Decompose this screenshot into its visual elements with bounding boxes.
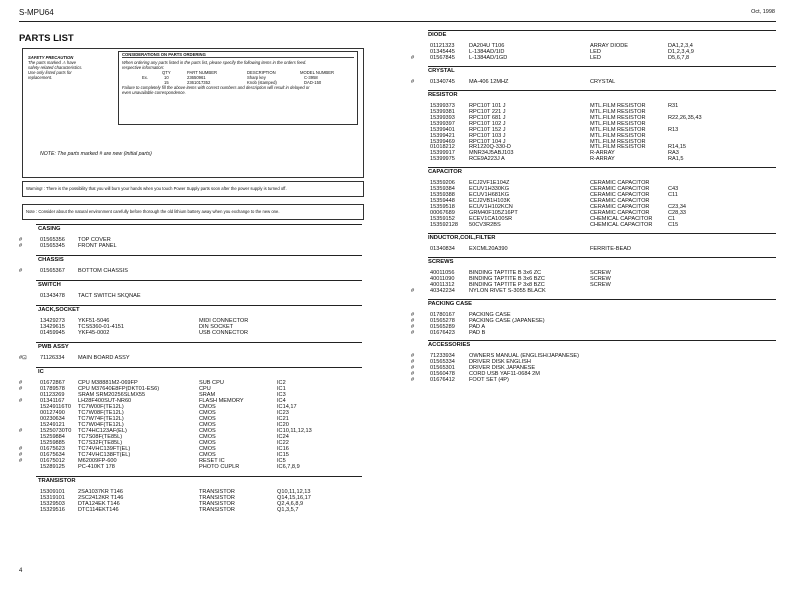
part-type: FLASH MEMORY bbox=[199, 398, 244, 404]
part-number: 13429273 bbox=[40, 318, 65, 324]
ordering-col: DESCRIPTION bbox=[247, 70, 276, 75]
new-mark: # bbox=[411, 377, 415, 384]
part-ref: R31 bbox=[668, 102, 679, 109]
part-type: DIN SOCKET bbox=[199, 324, 234, 330]
section-rule bbox=[428, 299, 776, 300]
part-number: 15399421 bbox=[430, 132, 455, 139]
part-description: YKF51-5046 bbox=[78, 318, 110, 324]
part-description: CORD USB YAF11-0684 2M bbox=[469, 371, 540, 378]
part-number: 01345445 bbox=[430, 48, 455, 55]
part-ref: RA3 bbox=[668, 150, 679, 157]
section-heading: ACCESSORIES bbox=[428, 342, 471, 349]
part-type: TRANSISTOR bbox=[199, 489, 235, 495]
part-type: SCREW bbox=[590, 275, 611, 282]
part-type: SRAM bbox=[199, 392, 216, 398]
part-type: MTL.FILM RESISTOR bbox=[590, 138, 646, 145]
part-number: 01565367 bbox=[40, 268, 65, 274]
section-rule bbox=[428, 167, 776, 168]
section-rule bbox=[428, 30, 776, 31]
part-type: CMOS bbox=[199, 422, 216, 428]
part-type: SCREW bbox=[590, 281, 611, 288]
part-description: PC-410KT 178 bbox=[78, 464, 115, 470]
section-heading: SCREWS bbox=[428, 258, 454, 265]
safety-line: Use only listed parts for bbox=[28, 70, 72, 75]
part-description: ECUV1H330KG bbox=[469, 186, 510, 193]
ordering-intro: respective information: bbox=[122, 65, 165, 70]
part-description: RPC10T 221 J bbox=[469, 108, 506, 115]
ordering-footer: Failure to completely fill the above items with correct numbers and description will result in delayed or bbox=[122, 85, 310, 90]
section-heading: CAPACITOR bbox=[428, 169, 462, 176]
example-qty: 15 bbox=[164, 80, 169, 85]
part-number: 01672867 bbox=[40, 380, 65, 386]
part-ref: R22,26,35,43 bbox=[668, 114, 702, 121]
part-type: MTL.FILM RESISTOR bbox=[590, 120, 646, 127]
safety-line: replacement. bbox=[28, 75, 53, 80]
section-heading: PWB ASSY bbox=[38, 344, 69, 350]
part-type: CPU bbox=[199, 386, 211, 392]
new-mark: # bbox=[411, 287, 415, 294]
part-number: 15329503 bbox=[40, 501, 65, 507]
part-number: 01560478 bbox=[430, 371, 455, 378]
part-type: CMOS bbox=[199, 452, 216, 458]
part-description: BINDING TAPTITE B 3x6 BZC bbox=[469, 275, 545, 282]
part-description: TC7W74F(TE12L) bbox=[78, 416, 124, 422]
part-type: CMOS bbox=[199, 434, 216, 440]
part-description: L-1384AD/1GD bbox=[469, 54, 508, 61]
part-number: 40011090 bbox=[430, 275, 455, 282]
part-ref: C28,33 bbox=[668, 210, 687, 217]
part-description: ECUV1H102KCN bbox=[469, 204, 513, 211]
part-number: 15249121 bbox=[40, 422, 65, 428]
part-number: 15309101 bbox=[40, 489, 65, 495]
part-type: CERAMIC CAPACITOR bbox=[590, 186, 650, 193]
section-rule bbox=[36, 342, 362, 343]
ordering-col: QTY bbox=[162, 70, 171, 75]
part-number: 01676412 bbox=[430, 377, 455, 384]
part-description: FRONT PANEL bbox=[78, 243, 117, 249]
part-ref: IC2 bbox=[277, 380, 286, 386]
part-description: DA204U T106 bbox=[469, 43, 505, 49]
part-description: TOP COVER bbox=[78, 237, 111, 243]
part-description: CPU M38881M2-069FP bbox=[78, 380, 138, 386]
new-mark: # bbox=[19, 380, 23, 386]
ordering-footer: even unavailable correspondence. bbox=[122, 90, 186, 95]
new-mark: # bbox=[19, 268, 23, 274]
part-ref: Q1,3,5,7 bbox=[277, 507, 299, 513]
part-description: TACT SWITCH SKQNAE bbox=[78, 293, 141, 299]
section-rule bbox=[428, 233, 776, 234]
part-ref: Q14,15,16,17 bbox=[277, 495, 311, 501]
part-description: RPC10T 101 J bbox=[469, 102, 506, 109]
document-date: Oct, 1998 bbox=[751, 9, 775, 15]
section-heading: TRANSISTOR bbox=[38, 478, 76, 484]
new-mark: # bbox=[411, 323, 415, 330]
part-type: CERAMIC CAPACITOR bbox=[590, 180, 650, 187]
part-number: 15359388 bbox=[430, 192, 455, 199]
section-heading: DIODE bbox=[428, 32, 447, 38]
part-number: 01341167 bbox=[40, 398, 65, 404]
part-number: 01343478 bbox=[40, 293, 65, 299]
part-description: SRAM SRM20256SLMX55 bbox=[78, 392, 146, 398]
part-number: 01123269 bbox=[40, 392, 65, 398]
section-rule bbox=[36, 305, 362, 306]
new-mark: # bbox=[19, 386, 23, 392]
warning-text: Warning! : There is the possibility that you will burn your hands when you touch Power Supply parts soon after the power supply is turned off. bbox=[26, 186, 287, 191]
part-description: 2SC2412KR T146 bbox=[78, 495, 124, 501]
part-description: MA-406 12MHZ bbox=[469, 78, 509, 85]
part-ref: IC1 bbox=[277, 386, 286, 392]
new-mark: # bbox=[19, 452, 23, 458]
part-description: TC74HC123AF(EL) bbox=[78, 428, 127, 434]
part-type: CMOS bbox=[199, 428, 216, 434]
part-type: CMOS bbox=[199, 410, 216, 416]
part-number: 15359384 bbox=[430, 186, 455, 193]
part-description: 2SA1037KR T146 bbox=[78, 489, 123, 495]
part-number: 01675012 bbox=[40, 458, 65, 464]
part-number: 71233934 bbox=[430, 353, 455, 360]
part-number: 01780167 bbox=[430, 311, 455, 318]
part-type: MIDI CONNECTOR bbox=[199, 318, 249, 324]
section-heading: CASING bbox=[38, 226, 61, 232]
part-number: 01789578 bbox=[40, 386, 65, 392]
part-type: MTL.FILM RESISTOR bbox=[590, 144, 646, 151]
part-number: 01018212 bbox=[430, 144, 455, 151]
ordering-heading: CONSIDERATIONS ON PARTS ORDERING bbox=[122, 52, 354, 58]
part-number: 15399469 bbox=[430, 138, 455, 145]
part-type: SCREW bbox=[590, 269, 611, 276]
part-description: TC7S08F(TE85L) bbox=[78, 434, 123, 440]
part-description: ECJ2VF1E104Z bbox=[469, 180, 510, 187]
part-ref: D1,2,3,4,9 bbox=[668, 48, 694, 55]
part-ref: Q10,11,12,13 bbox=[277, 489, 311, 495]
part-type: MTL.FILM RESISTOR bbox=[590, 108, 646, 115]
part-number: 01121323 bbox=[430, 43, 455, 49]
part-ref: IC20 bbox=[277, 422, 289, 428]
part-ref: IC23 bbox=[277, 410, 289, 416]
part-type: CERAMIC CAPACITOR bbox=[590, 204, 650, 211]
part-number: 01565334 bbox=[430, 359, 455, 366]
part-description: RCE9A223J A bbox=[469, 156, 505, 163]
part-number: 15359448 bbox=[430, 198, 455, 205]
part-number: 15250730T0 bbox=[40, 428, 72, 434]
part-description: CPU M37640E8FP(DKT01-ES6) bbox=[78, 386, 160, 392]
part-ref: IC6,7,8,9 bbox=[277, 464, 300, 470]
part-number: 15399381 bbox=[430, 108, 455, 115]
part-type: MTL.FILM RESISTOR bbox=[590, 132, 646, 139]
part-type: CERAMIC CAPACITOR bbox=[590, 192, 650, 199]
part-type: R-ARRAY bbox=[590, 156, 615, 163]
example-part: 23650961 bbox=[187, 75, 206, 80]
part-type: ARRAY DIODE bbox=[590, 43, 629, 49]
part-type: CHEMICAL CAPACITOR bbox=[590, 221, 653, 228]
section-rule bbox=[428, 90, 776, 91]
part-description: DRIVER DISK ENGLISH bbox=[469, 359, 531, 366]
part-number: 15399373 bbox=[430, 102, 455, 109]
part-type: CMOS bbox=[199, 404, 216, 410]
part-ref: C43 bbox=[668, 186, 679, 193]
part-type: SUB CPU bbox=[199, 380, 224, 386]
part-description: ECJ2VB1H103K bbox=[469, 198, 511, 205]
ordering-info bbox=[122, 52, 354, 95]
new-parts-note: NOTE: The parts marked # are new (initial parts) bbox=[40, 151, 152, 157]
header-rule bbox=[19, 21, 776, 22]
new-mark: #⊡ bbox=[19, 355, 27, 361]
part-type: USB CONNECTOR bbox=[199, 330, 249, 336]
part-number: 71126334 bbox=[40, 355, 65, 361]
part-ref: C1 bbox=[668, 216, 676, 222]
section-heading: INDUCTOR,COIL,FILTER bbox=[428, 234, 496, 241]
new-mark: # bbox=[411, 78, 415, 85]
part-number: 00127490 bbox=[40, 410, 65, 416]
part-ref: IC10,11,12,13 bbox=[277, 428, 312, 434]
battery-note: Note : Consider about the natural environment carefully before thorough the old lithium battery away when you exchange to the new one. bbox=[26, 209, 280, 214]
part-type: MTL.FILM RESISTOR bbox=[590, 114, 646, 121]
part-ref: Q2,4,6,8,9 bbox=[277, 501, 304, 507]
part-description: PAD B bbox=[469, 329, 486, 336]
safety-line: The parts marked ⚠ have bbox=[28, 60, 76, 65]
part-number: 15399917 bbox=[430, 150, 455, 157]
part-number: 15399975 bbox=[430, 156, 455, 163]
section-rule bbox=[36, 476, 362, 477]
part-ref: IC24 bbox=[277, 434, 289, 440]
part-ref: IC22 bbox=[277, 440, 289, 446]
part-ref: R13 bbox=[668, 126, 679, 133]
example-qty: 10 bbox=[164, 75, 169, 80]
part-number: 01459945 bbox=[40, 330, 65, 336]
part-ref: D5,6,7,8 bbox=[668, 54, 690, 61]
part-number: 01565289 bbox=[430, 323, 455, 330]
example-model: DAD-150 bbox=[304, 80, 322, 85]
part-ref: IC5 bbox=[277, 458, 286, 464]
part-description: DTC114EKT146 bbox=[78, 507, 119, 513]
part-number: 40011312 bbox=[430, 281, 455, 288]
part-number: 15359152 bbox=[430, 216, 455, 222]
part-type: LED bbox=[590, 48, 601, 55]
part-number: 15359206 bbox=[430, 180, 455, 187]
part-description: GRM40F105Z16PT bbox=[469, 210, 518, 217]
part-number: 15319101 bbox=[40, 495, 65, 501]
part-type: TRANSISTOR bbox=[199, 507, 235, 513]
part-number: 01565278 bbox=[430, 317, 455, 324]
part-description: OWNERS MANUAL (ENGLISH/JAPANESE) bbox=[469, 353, 580, 360]
part-number: 15399397 bbox=[430, 120, 455, 127]
part-ref: IC3 bbox=[277, 392, 286, 398]
part-number: 40342234 bbox=[430, 287, 455, 294]
section-rule bbox=[428, 257, 776, 258]
part-number: 15399401 bbox=[430, 126, 455, 133]
part-number: 01340834 bbox=[430, 245, 455, 252]
new-mark: # bbox=[411, 54, 415, 61]
section-rule bbox=[36, 255, 362, 256]
part-number: 00230634 bbox=[40, 416, 65, 422]
part-ref: IC16 bbox=[277, 446, 289, 452]
part-ref: IC4 bbox=[277, 398, 286, 404]
new-mark: # bbox=[411, 371, 415, 378]
section-rule bbox=[428, 340, 776, 341]
part-type: CHEMICAL CAPACITOR bbox=[590, 216, 653, 222]
part-type: TRANSISTOR bbox=[199, 495, 235, 501]
part-description: NYLON RIVET S-3055 BLACK bbox=[469, 287, 546, 294]
part-description: M62009FP-600 bbox=[78, 458, 117, 464]
part-ref: IC14,17 bbox=[277, 404, 297, 410]
part-description: RPC10T 152 J bbox=[469, 126, 506, 133]
section-heading: PACKING CASE bbox=[428, 300, 473, 307]
part-number: 15259884 bbox=[40, 434, 65, 440]
section-heading: RESISTOR bbox=[428, 91, 458, 98]
part-description: DRIVER DISK JAPANESE bbox=[469, 365, 536, 372]
new-mark: # bbox=[411, 317, 415, 324]
section-heading: CRYSTAL bbox=[428, 67, 455, 74]
part-number: 00067689 bbox=[430, 210, 455, 217]
part-description: BOTTOM CHASSIS bbox=[78, 268, 128, 274]
example-desc: Sharp key bbox=[247, 75, 266, 80]
part-number: 01675623 bbox=[40, 446, 65, 452]
part-description: L-1384AD/1ID bbox=[469, 48, 505, 55]
page-number: 4 bbox=[19, 568, 23, 574]
part-type: R-ARRAY bbox=[590, 150, 615, 157]
part-ref: C15 bbox=[668, 221, 679, 228]
new-mark: # bbox=[19, 458, 23, 464]
page-title: PARTS LIST bbox=[19, 33, 74, 44]
part-description: LH28F400SUT-NR60 bbox=[78, 398, 132, 404]
part-ref: C11 bbox=[668, 192, 678, 199]
new-mark: # bbox=[411, 353, 415, 360]
section-heading: JACK,SOCKET bbox=[38, 307, 80, 313]
part-type: CMOS bbox=[199, 440, 216, 446]
section-rule bbox=[428, 66, 776, 67]
new-mark: # bbox=[411, 365, 415, 372]
part-type: CMOS bbox=[199, 446, 216, 452]
section-heading: IC bbox=[38, 369, 44, 375]
part-ref: C23,34 bbox=[668, 204, 687, 211]
example-desc: Knob (stamped) bbox=[247, 80, 277, 85]
new-mark: # bbox=[19, 243, 23, 249]
part-description: TC74VHC139FT(EL) bbox=[78, 446, 131, 452]
part-type: RESET IC bbox=[199, 458, 225, 464]
section-rule bbox=[36, 280, 362, 281]
example-part: 2361017352 bbox=[187, 80, 211, 85]
part-ref: DA1,2,3,4 bbox=[668, 43, 693, 49]
part-number: 01675634 bbox=[40, 452, 65, 458]
part-ref: RA1,5 bbox=[668, 156, 684, 163]
section-rule bbox=[36, 224, 362, 225]
example-model: C-3958 bbox=[304, 75, 318, 80]
new-mark: # bbox=[19, 428, 23, 434]
part-description: DTA124EK T146 bbox=[78, 501, 120, 507]
safety-heading: SAFETY PRECAUTION bbox=[28, 55, 74, 60]
part-type: PHOTO CUPLR bbox=[199, 464, 240, 470]
part-type: TRANSISTOR bbox=[199, 501, 235, 507]
part-number: 01565301 bbox=[430, 365, 455, 372]
part-type: CRYSTAL bbox=[590, 78, 616, 85]
part-description: TC7W00F(TE12L) bbox=[78, 404, 124, 410]
part-description: RR1220Q-330-D bbox=[469, 144, 511, 151]
new-mark: # bbox=[411, 311, 415, 318]
part-ref: IC15 bbox=[277, 452, 289, 458]
part-description: EXCML20A390 bbox=[469, 245, 508, 252]
part-ref: IC21 bbox=[277, 416, 289, 422]
part-number: 15259885 bbox=[40, 440, 65, 446]
part-description: MNR34J5ABJ103 bbox=[469, 150, 514, 157]
part-number: 15399393 bbox=[430, 114, 455, 121]
part-description: PACKING CASE bbox=[469, 311, 511, 318]
ordering-col: MODEL NUMBER bbox=[300, 70, 335, 75]
part-description: PACKING CASE (JAPANESE) bbox=[469, 317, 545, 324]
part-type: LED bbox=[590, 54, 601, 61]
part-description: TC7S32F(TE85L) bbox=[78, 440, 123, 446]
example-label: Ex. bbox=[142, 75, 149, 80]
part-description: RPC10T 681 J bbox=[469, 114, 506, 121]
part-description: RPC10T 102 J bbox=[469, 120, 506, 127]
part-type: CERAMIC CAPACITOR bbox=[590, 210, 650, 217]
part-number: 15289125 bbox=[40, 464, 65, 470]
part-type: CERAMIC CAPACITOR bbox=[590, 198, 650, 205]
model-name: S-MPU64 bbox=[19, 8, 54, 17]
part-description: ECEV1CA100SR bbox=[469, 216, 513, 222]
part-description: BINDING TAPTITE B 3x6 ZC bbox=[469, 269, 542, 276]
part-description: YKF45-0002 bbox=[78, 330, 110, 336]
part-description: BINDING TAPTITE P 3x8 BZC bbox=[469, 281, 545, 288]
part-description: 50CV3R2BS bbox=[469, 221, 501, 228]
part-description: TC74VHC138FT(EL) bbox=[78, 452, 131, 458]
new-mark: # bbox=[411, 359, 415, 366]
part-description: PAD A bbox=[469, 323, 486, 330]
safety-precaution bbox=[28, 55, 108, 80]
safety-line: safety-related characteristics. bbox=[28, 65, 83, 70]
part-number: 15329516 bbox=[40, 507, 65, 513]
part-description: ECUV1H681KG bbox=[469, 192, 510, 199]
ordering-intro: When ordering any parts listed in the parts list, please specify the following items in the orders feed. bbox=[122, 60, 307, 65]
new-mark: # bbox=[19, 446, 23, 452]
part-number: 01565345 bbox=[40, 243, 65, 249]
part-number: 01340745 bbox=[430, 78, 455, 85]
part-description: TC7W08F(TE12L) bbox=[78, 410, 124, 416]
part-number: 01567845 bbox=[430, 54, 455, 61]
part-number: 40011056 bbox=[430, 269, 455, 276]
part-type: MTL.FILM RESISTOR bbox=[590, 126, 646, 133]
part-type: CMOS bbox=[199, 416, 216, 422]
part-description: TCS5360-01-4151 bbox=[78, 324, 125, 330]
part-number: 153592128 bbox=[430, 221, 458, 228]
part-description: TC7W04F(TE12L) bbox=[78, 422, 124, 428]
part-description: RPC10T 103 J bbox=[469, 132, 506, 139]
part-ref: R14,15 bbox=[668, 144, 687, 151]
section-heading: SWITCH bbox=[38, 282, 61, 288]
part-description: RPC10T 104 J bbox=[469, 138, 506, 145]
part-type: FERRITE-BEAD bbox=[590, 245, 632, 252]
part-number: 15359518 bbox=[430, 204, 455, 211]
new-mark: # bbox=[411, 329, 415, 336]
new-mark: # bbox=[19, 398, 23, 404]
part-description: MAIN BOARD ASSY bbox=[78, 355, 130, 361]
part-type: MTL.FILM RESISTOR bbox=[590, 102, 646, 109]
new-mark: # bbox=[19, 237, 23, 243]
part-number: 15249116T0 bbox=[40, 404, 72, 410]
part-description: FOOT SET (4P) bbox=[469, 377, 509, 384]
ordering-col: PART NUMBER bbox=[187, 70, 218, 75]
part-number: 01565356 bbox=[40, 237, 65, 243]
part-number: 01676423 bbox=[430, 329, 455, 336]
part-number: 13429615 bbox=[40, 324, 65, 330]
section-rule bbox=[36, 367, 362, 368]
section-heading: CHASSIS bbox=[38, 257, 64, 263]
ordering-example bbox=[122, 80, 354, 85]
